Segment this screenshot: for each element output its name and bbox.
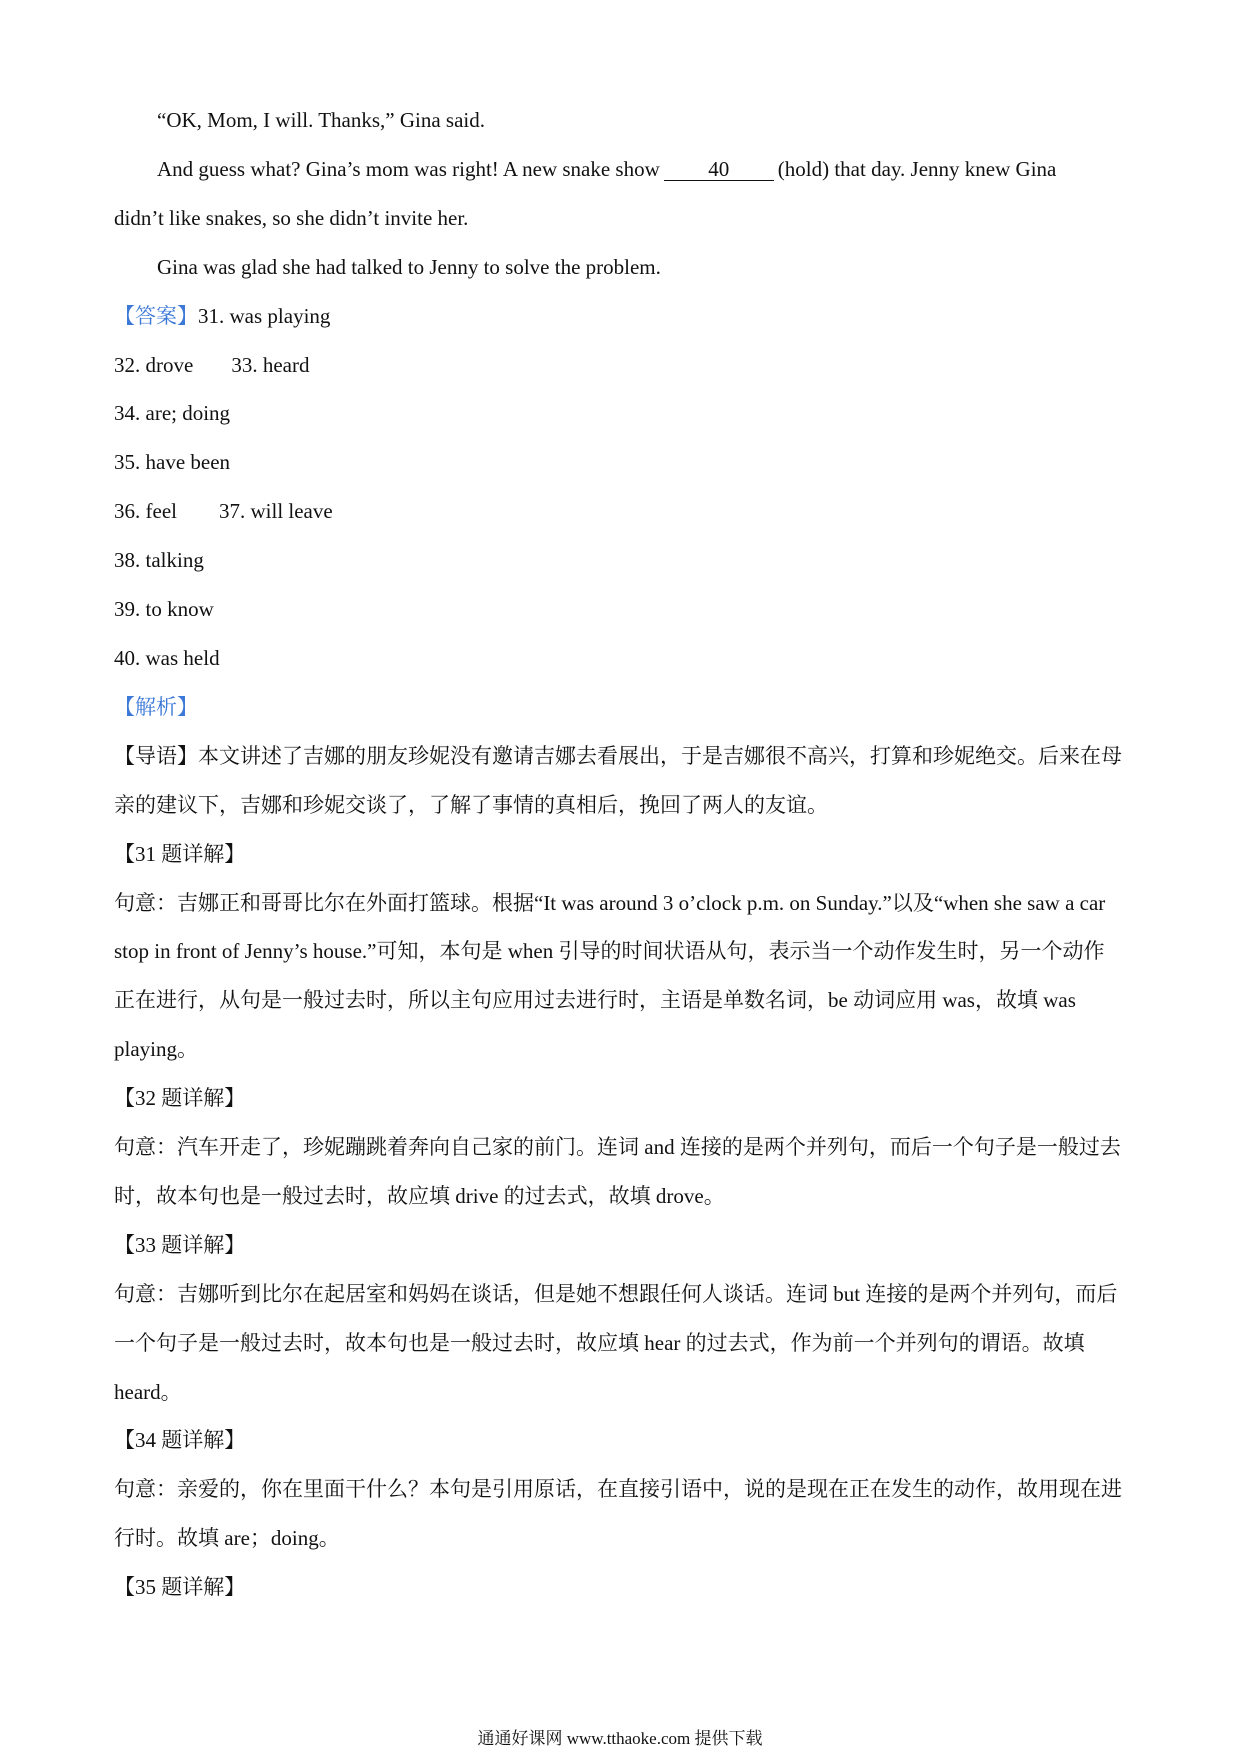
answer-item: 37. will leave (218, 499, 333, 524)
answer-item: 31. was playing (198, 303, 331, 328)
question-title: 【32 题详解】 (114, 1086, 246, 1111)
page-content (114, 96, 1124, 1612)
passage-line-with-blank (114, 145, 1124, 194)
question-title: 【31 题详解】 (114, 841, 246, 866)
answer-row (114, 341, 1124, 390)
answer-item: 38. talking (114, 548, 204, 573)
answer-label: 【答案】 (114, 303, 198, 328)
question-explanation: 句意：吉娜听到比尔在起居室和妈妈在谈话，但是她不想跟任何人谈话。连词 but 连接的是两个并列句，而后一个句子是一般过去时，故本句也是一般过去时，故应填 hear 的过去式，作为前一个并列句的谓语。故填 heard。 (114, 1281, 1118, 1404)
question-title: 【33 题详解】 (114, 1232, 246, 1257)
answer-item: 34. are; doing (114, 401, 231, 426)
answer-row (114, 634, 1124, 683)
passage-text: (hold) that day. Jenny knew Gina (777, 156, 1057, 181)
answer-row (114, 389, 1124, 438)
answer-item: 36. feel (114, 499, 177, 524)
answer-row (114, 487, 1124, 536)
analysis-label: 【解析】 (114, 694, 198, 719)
answer-blank: 40 (664, 158, 774, 181)
passage-line: “OK, Mom, I will. Thanks,” Gina said. (157, 108, 485, 132)
question-title: 【35 题详解】 (114, 1575, 246, 1600)
answer-item: 32. drove (114, 352, 194, 377)
question-explanation: 句意：亲爱的，你在里面干什么？本句是引用原话，在直接引语中，说的是现在正在发生的动作，故用现在进行时。故填 are；doing。 (114, 1477, 1122, 1551)
answer-row (114, 292, 1124, 341)
answer-row (114, 536, 1124, 585)
answer-item: 39. to know (114, 597, 214, 622)
answer-row (114, 585, 1124, 634)
answer-item: 35. have been (114, 450, 231, 475)
answer-item: 40. was held (114, 645, 220, 670)
question-title: 【34 题详解】 (114, 1428, 246, 1453)
passage-line: Gina was glad she had talked to Jenny to solve the problem. (157, 254, 661, 279)
answer-row (114, 438, 1124, 487)
page-footer: 通通好课网 www.tthaoke.com 提供下载 (477, 1729, 763, 1748)
question-explanation: 句意：汽车开走了，珍妮蹦跳着奔向自己家的前门。连词 and 连接的是两个并列句，而后一个句子是一般过去时，故本句也是一般过去时，故应填 drive 的过去式，故填 drove。 (114, 1135, 1121, 1208)
answer-item: 33. heard (231, 352, 310, 377)
passage-text: And guess what? Gina’s mom was right! A new snake show (157, 156, 660, 181)
passage-line: didn’t like snakes, so she didn’t invite her. (114, 205, 469, 230)
analysis-intro: 【导语】本文讲述了吉娜的朋友珍妮没有邀请吉娜去看展出，于是吉娜很不高兴，打算和珍妮绝交。后来在母亲的建议下，吉娜和珍妮交谈了，了解了事情的真相后，挽回了两人的友谊。 (114, 743, 1122, 817)
question-explanation: 句意：吉娜正和哥哥比尔在外面打篮球。根据“It was around 3 o’clock p.m. on Sunday.”以及“when she saw a car stop in front of Jenny’s house.”可知，本句是 when 引导的时间状语从句，表示当一个动作发生时，另一个动作正在进行，从句是一般过去时，所以主句应用过去进行时，主语是单数名词，be 动词应用 was，故填 was playing。 (114, 890, 1106, 1062)
